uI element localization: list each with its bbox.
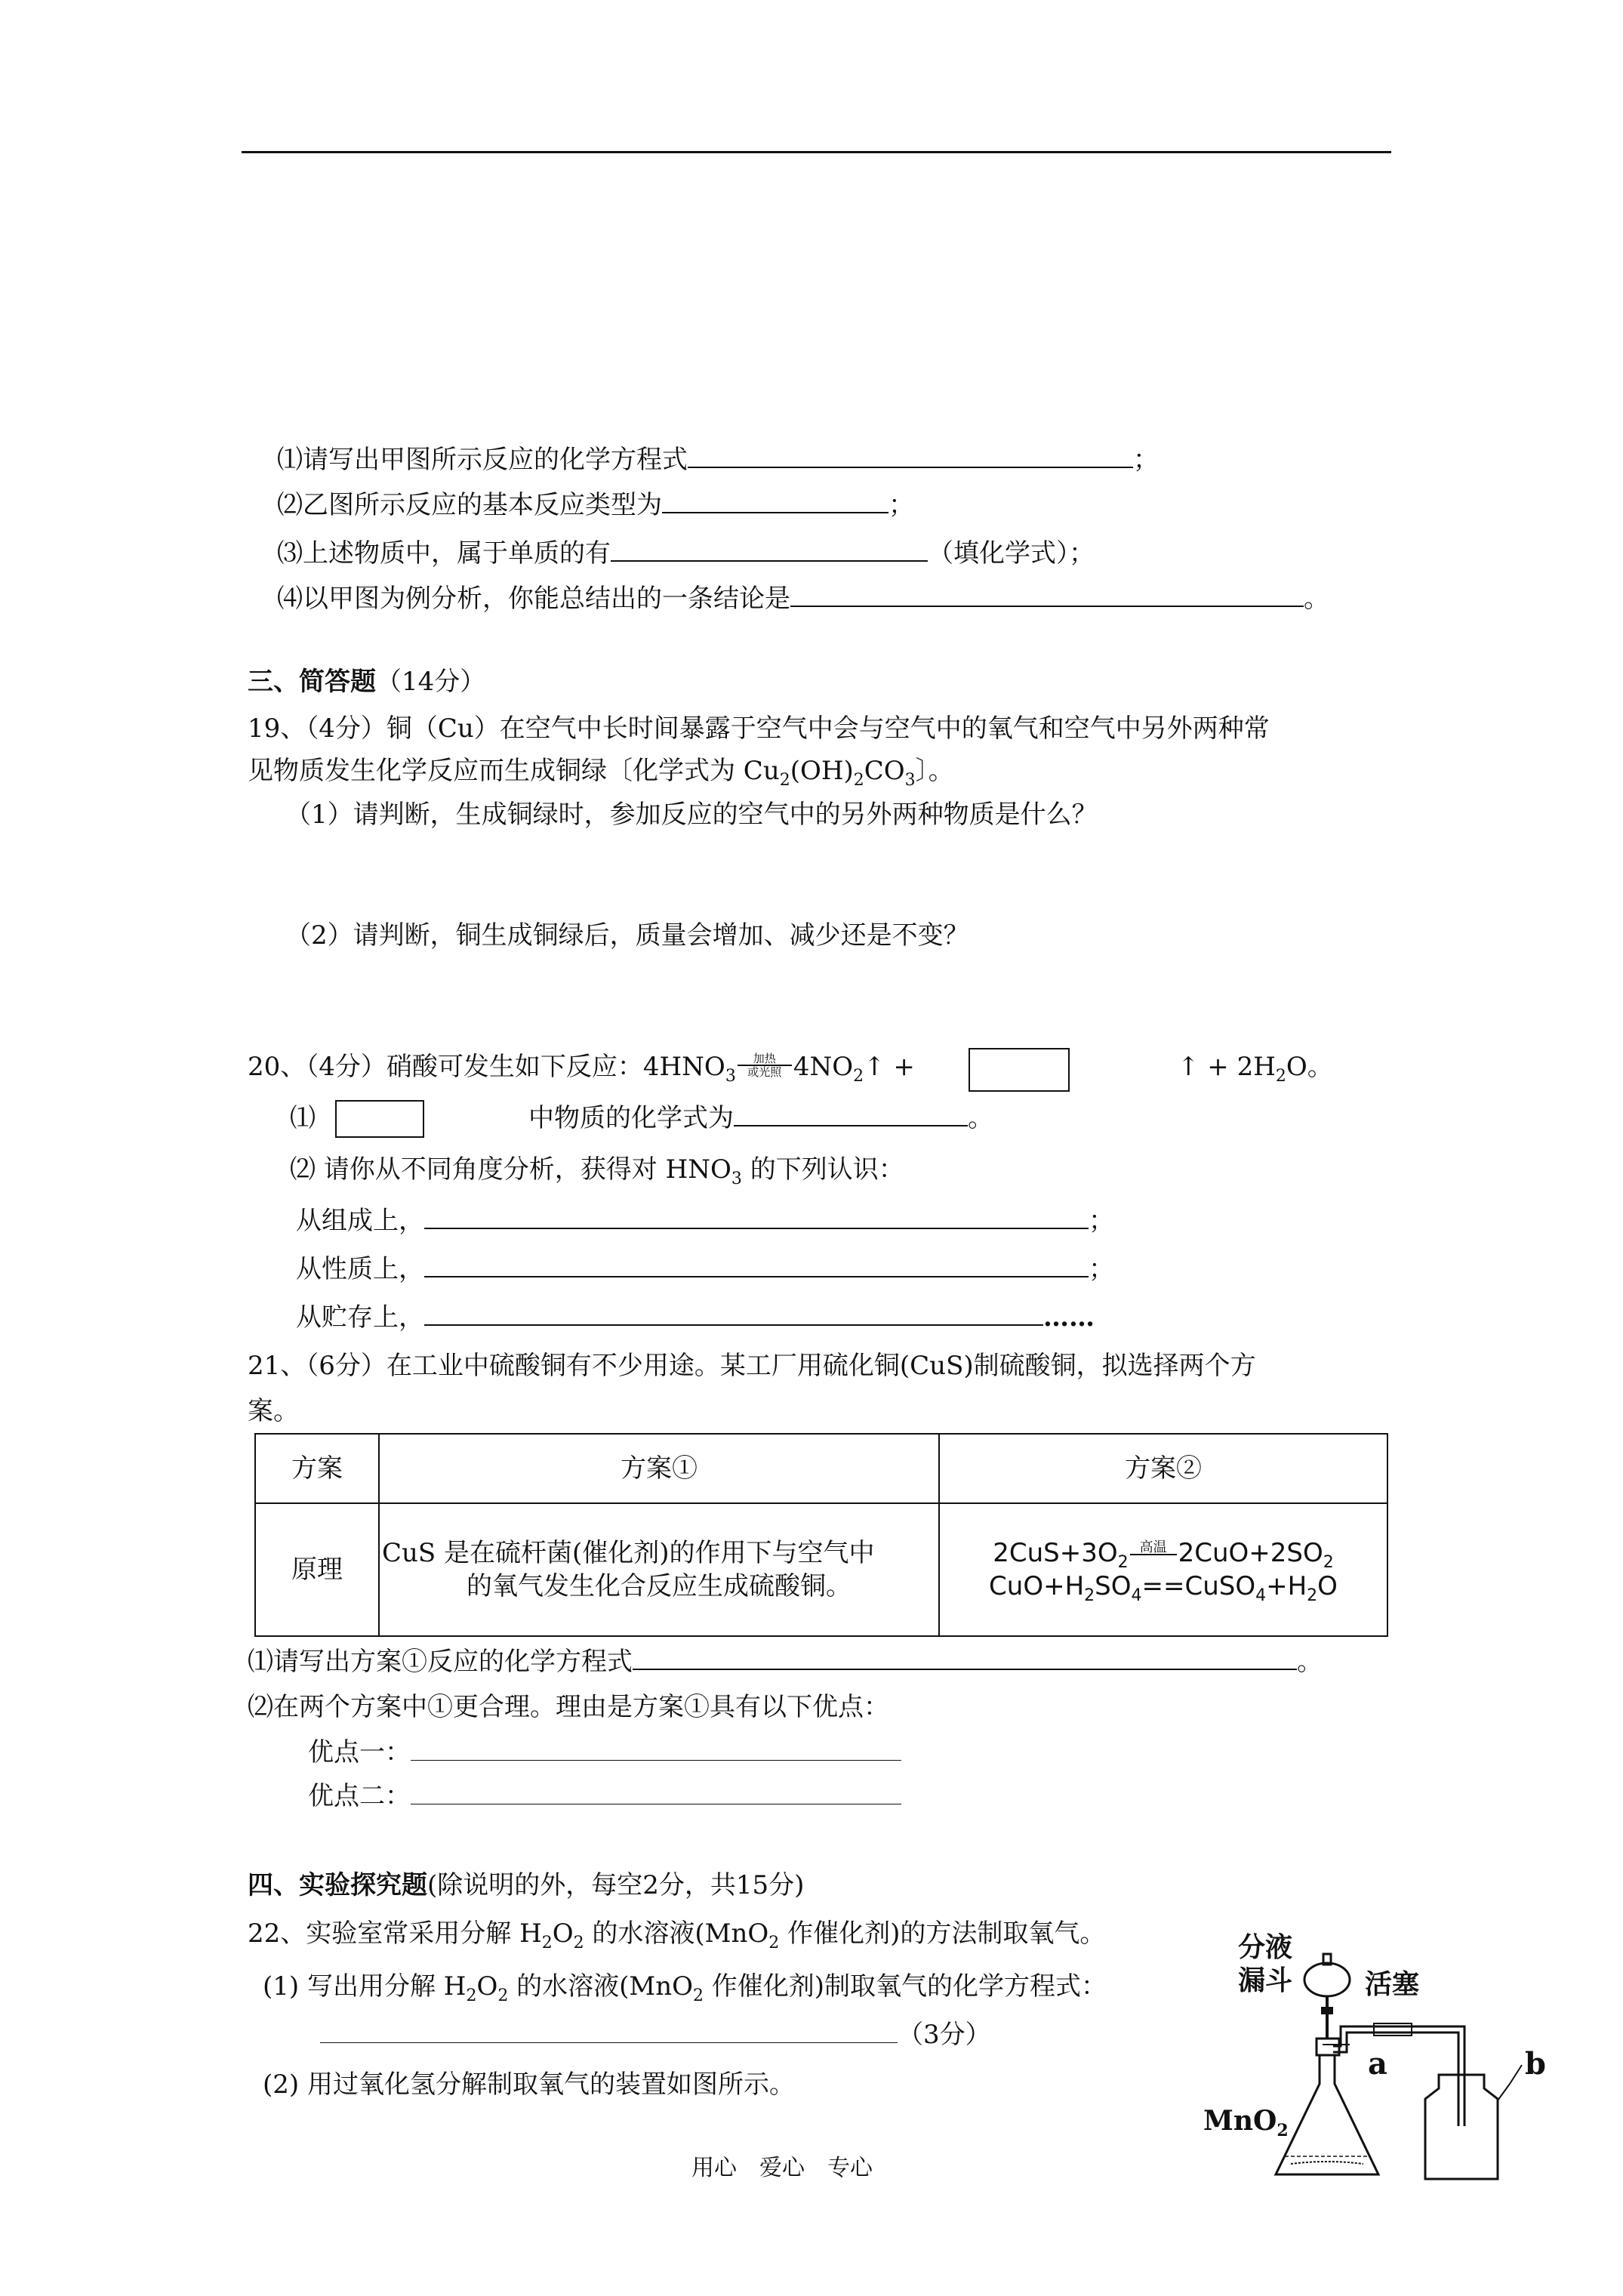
funnel-label: 分液 漏斗: [1238, 1932, 1293, 1996]
q18-part1: ⑴请写出甲图所示反应的化学方程式 ；: [277, 445, 1159, 475]
answer-blank[interactable]: [790, 583, 1304, 607]
answer-blank[interactable]: [688, 444, 1133, 468]
q20-unknown-box[interactable]: [969, 1048, 1070, 1092]
q20-storage: 从贮存上， ……: [296, 1302, 1095, 1333]
q20-part2: ⑵ 请你从不同角度分析，获得对 $HNO_3$ 的下列认识：: [290, 1154, 904, 1188]
header-rule: [242, 151, 1391, 153]
plan1-principle: CuS 是在硫杆菌(催化剂)的作用下与空气中 的氧气发生化合反应生成硫酸铜。: [379, 1503, 939, 1636]
q20-part1: ⑴: [290, 1103, 316, 1133]
plan2-principle: [939, 1503, 1387, 1636]
q21-line1: 21、（6分）在工业中硫酸铜有不少用途。某工厂用硫化铜(CuS)制硫酸铜，拟选择两个方: [248, 1351, 1256, 1381]
q21-advantage2: 优点二：: [308, 1780, 901, 1812]
table-row-label: 原理: [255, 1503, 379, 1636]
answer-blank[interactable]: [411, 1783, 901, 1804]
q18-part2: ⑵乙图所示反应的基本反应类型为 ；: [277, 490, 914, 520]
answer-blank[interactable]: [424, 1302, 1043, 1326]
q21-part1: ⑴请写出方案①反应的化学方程式 。: [248, 1647, 1323, 1677]
q18-part4: ⑷以甲图为例分析，你能总结出的一条结论是 。: [277, 584, 1329, 614]
q20-property: 从性质上， ；: [296, 1254, 1114, 1284]
q19-line1: 19、（4分）铜（Cu）在空气中长时间暴露于空气中会与空气中的氧气和空气中另外两种常: [248, 713, 1270, 744]
reaction-condition: 加热 或光照: [738, 1052, 792, 1078]
q19-line2: 见物质发生化学反应而生成铜绿〔化学式为 $Cu_2(OH)_2CO_3$〕。: [248, 756, 954, 790]
plan2-equation2: $CuO+H_2SO_4==CuSO_4+H_2O$: [989, 1571, 1338, 1605]
answer-blank[interactable]: [611, 538, 928, 562]
answer-blank[interactable]: [633, 1646, 1297, 1670]
answer-blank[interactable]: [320, 2021, 898, 2043]
q21-advantage1: 优点一：: [308, 1737, 901, 1768]
stopcock-label: 活塞: [1365, 1969, 1420, 2000]
section-3-heading: 三、简答题（14分）: [248, 667, 486, 697]
q22-part2: (2) 用过氧化氢分解制取氧气的装置如图所示。: [263, 2069, 795, 2100]
q20-equation-tail: ↑ + $2H_2O$。: [1178, 1052, 1333, 1086]
answer-blank[interactable]: [734, 1102, 968, 1126]
q19-sub1: （1）请判断，生成铜绿时，参加反应的空气中的另外两种物质是什么？: [285, 800, 1098, 830]
q18-part3: ⑶上述物质中，属于单质的有 （填化学式）；: [277, 538, 1095, 569]
label-a: a: [1368, 2046, 1387, 2082]
q21-line2: 案。: [248, 1396, 299, 1426]
q20-equation: 20、（4分）硝酸可发生如下反应：$4HNO_3$ 加热 或光照 $4NO_2↑$ +: [248, 1052, 915, 1086]
plan2-equation1: $2CuS+3O_2$ 高温 $2CuO+2SO_2$: [993, 1538, 1334, 1572]
q20-part1-text: 中物质的化学式为 。: [528, 1103, 993, 1133]
q21-part2: ⑵在两个方案中①更合理。理由是方案①具有以下优点：: [248, 1692, 889, 1722]
plan-table: [254, 1433, 1388, 1637]
answer-blank[interactable]: [424, 1205, 1089, 1229]
answer-blank[interactable]: [424, 1253, 1089, 1277]
q20-composition: 从组成上， ；: [296, 1206, 1114, 1236]
label-b: b: [1525, 2046, 1546, 2082]
q19-sub2: （2）请判断，铜生成铜绿后，质量会增加、减少还是不变？: [285, 920, 969, 951]
section-4-heading: 四、实验探究题(除说明的外，每空2分，共15分): [248, 1870, 805, 1900]
apparatus-diagram: [1193, 1933, 1570, 2190]
mno2-label: MnO$_2$: [1203, 2105, 1289, 2141]
answer-blank[interactable]: [662, 489, 888, 513]
q20-part1-box[interactable]: [335, 1100, 424, 1138]
q22-line1: 22、实验室常采用分解 $H_2O_2$ 的水溶液(MnO$_2$ 作催化剂)的方法制取氧气。: [248, 1918, 1106, 1952]
table-header-plan2: 方案②: [939, 1434, 1387, 1503]
page-footer: 用心 爱心 专心: [691, 2155, 873, 2181]
table-header-plan1: 方案①: [379, 1434, 939, 1503]
q22-part1: (1) 写出用分解 $H_2O_2$ 的水溶液(MnO$_2$ 作催化剂)制取氧气的化学方程式：: [263, 1971, 1107, 2005]
answer-blank[interactable]: [411, 1739, 901, 1761]
q22-part1-answer: （3分）: [320, 2019, 991, 2051]
table-header-plan: 方案: [255, 1434, 379, 1503]
